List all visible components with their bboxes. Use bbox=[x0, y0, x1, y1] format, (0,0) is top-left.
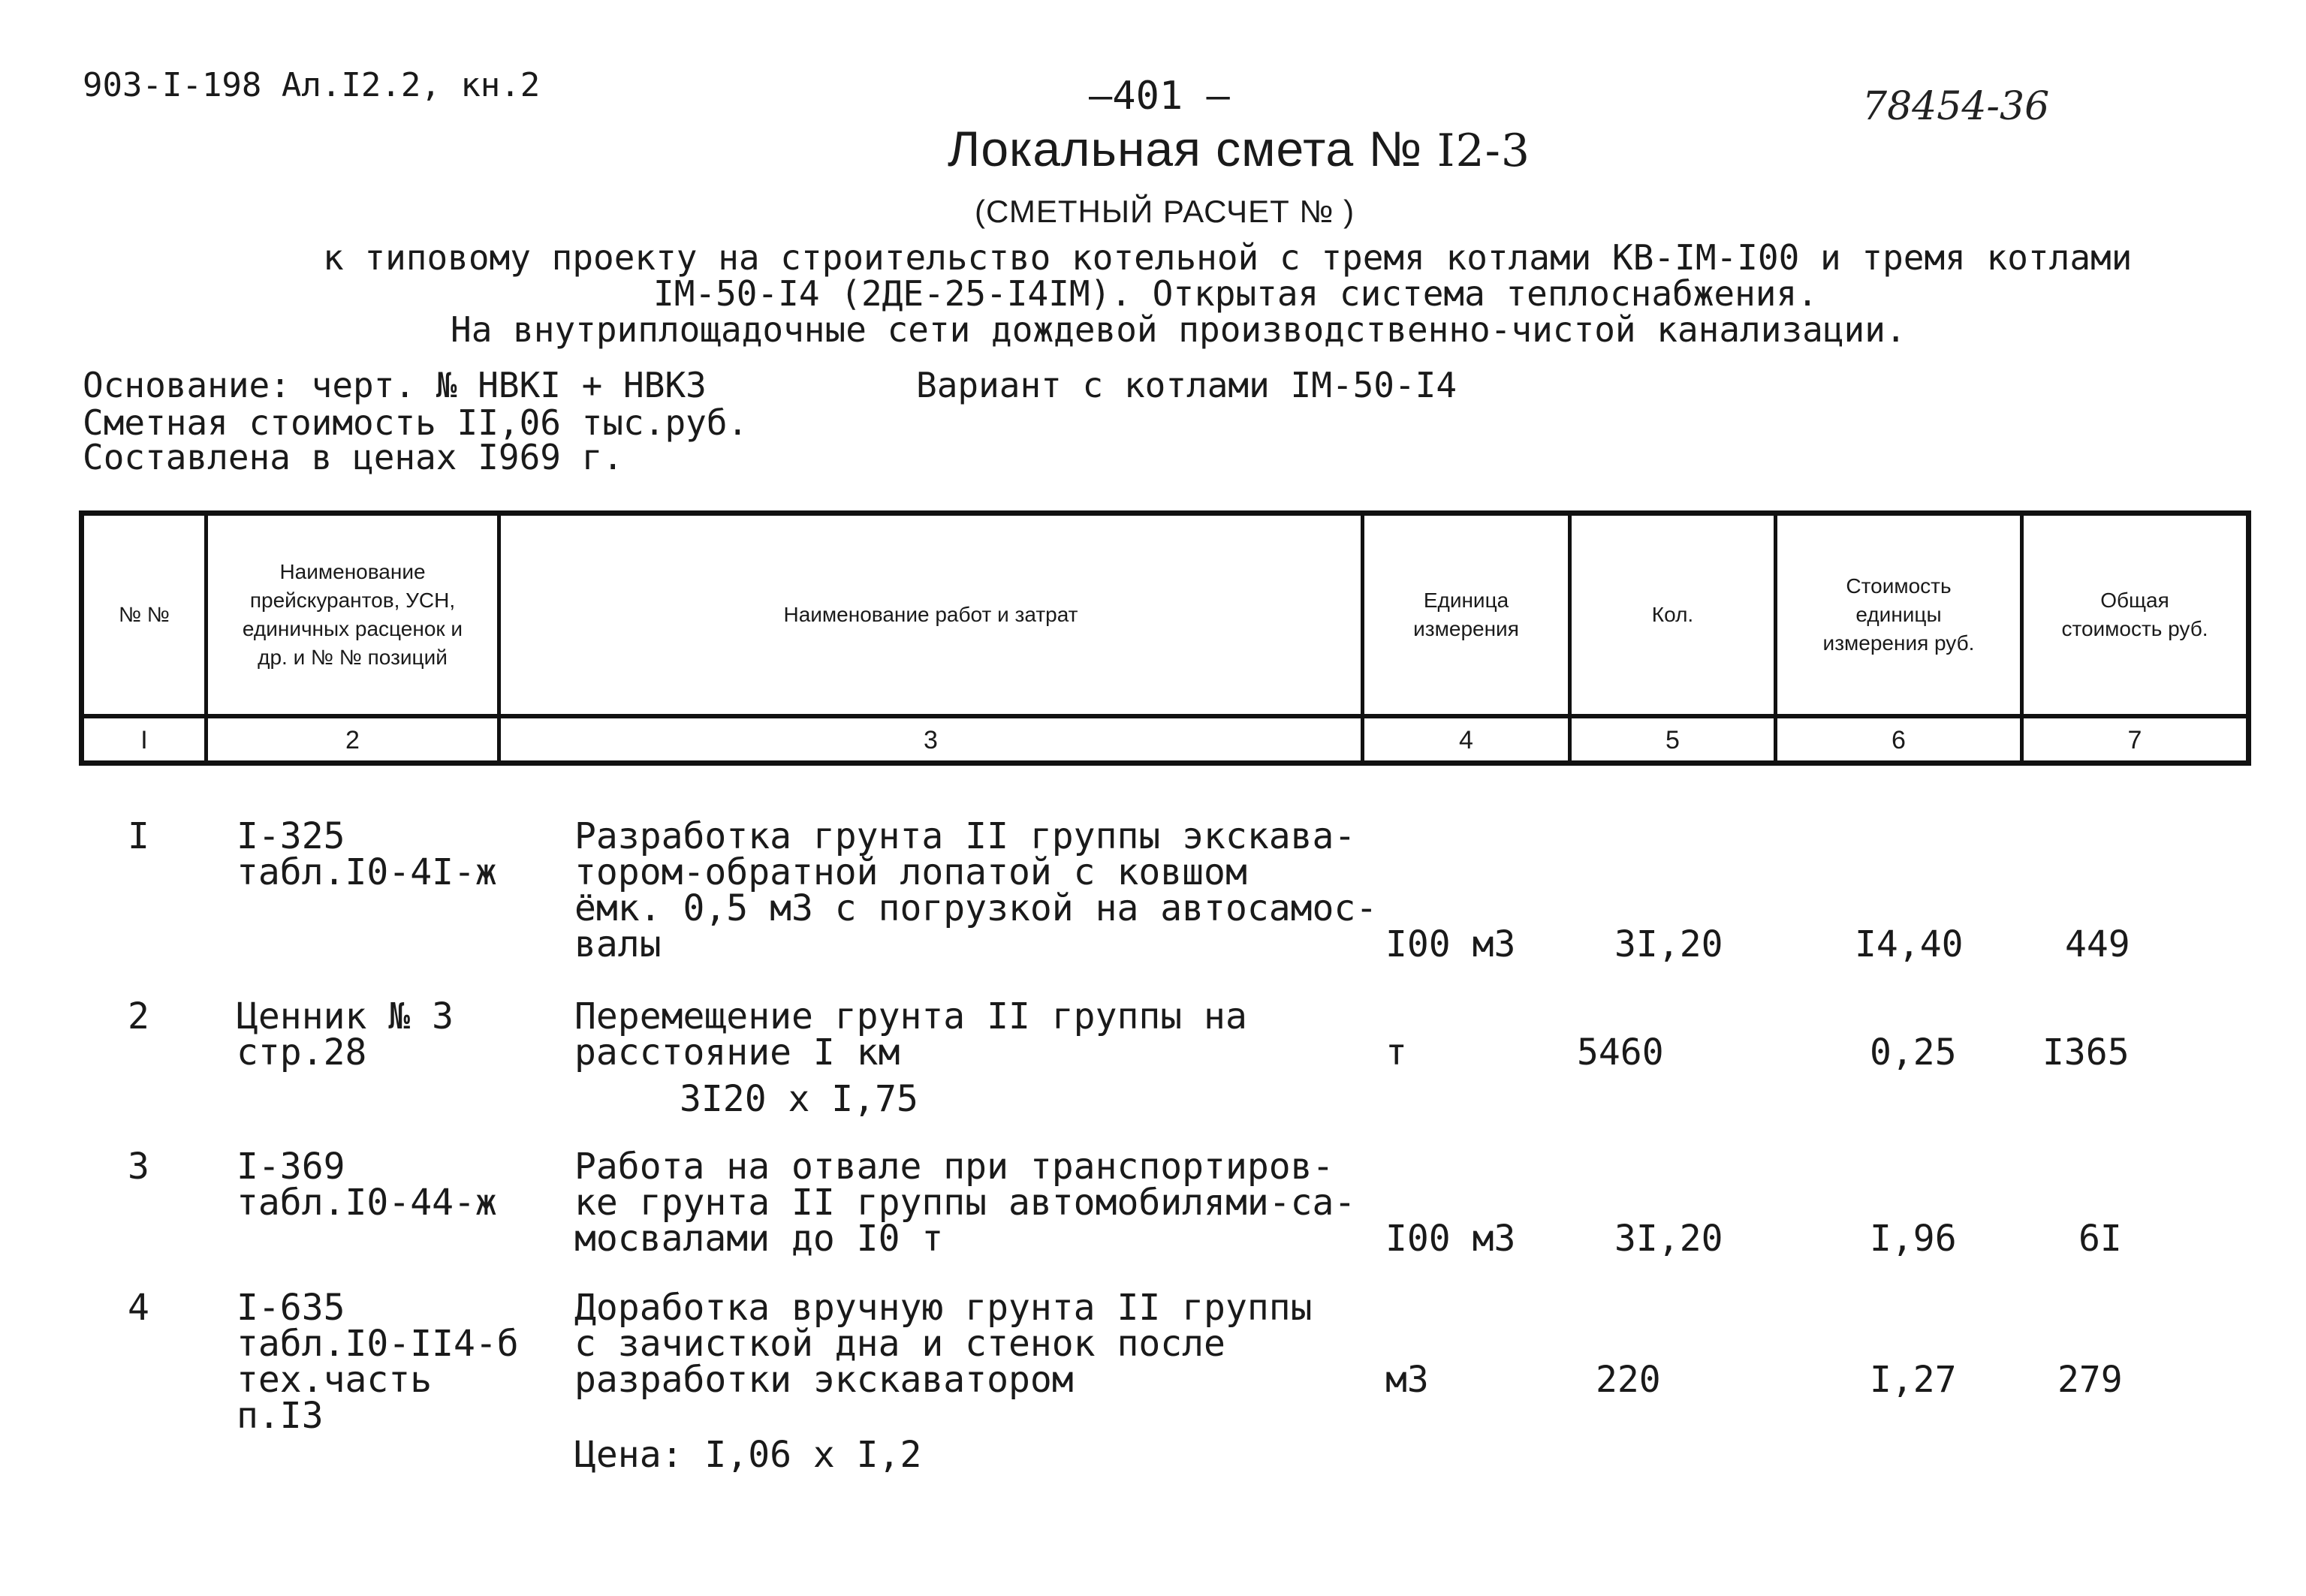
column-number-7: 7 bbox=[2127, 725, 2142, 754]
row-reference: I-369 табл.I0-44-ж bbox=[237, 1146, 497, 1224]
subtitle: (СМЕТНЫЙ РАСЧЕТ № ) bbox=[975, 194, 1355, 229]
row-reference: I-325 табл.I0-4I-ж bbox=[237, 815, 497, 893]
row-total: 279 bbox=[2057, 1359, 2123, 1401]
row-unit: м3 bbox=[1385, 1359, 1429, 1401]
header-work: Наименование работ и затрат bbox=[783, 603, 1078, 627]
estimate-table-header bbox=[79, 510, 2251, 766]
header-unit-cost: Стоимость единицы измерения руб. bbox=[1822, 574, 1975, 655]
row-unit-cost: I4,40 bbox=[1855, 923, 1964, 965]
row-unit-cost: 0,25 bbox=[1870, 1031, 1957, 1074]
row-number: 3 bbox=[128, 1146, 149, 1188]
row-quantity: 220 bbox=[1596, 1359, 1661, 1401]
estimated-cost: Сметная стоимость II,06 тыс.руб. bbox=[83, 402, 749, 443]
row-note: 3I20 x I,75 bbox=[680, 1078, 918, 1120]
row-quantity: 3I,20 bbox=[1614, 1218, 1723, 1260]
row-quantity: 3I,20 bbox=[1614, 923, 1723, 965]
row-work-description: Доработка вручную грунта II группы с зачисткой дна и стенок после разработки экскаватором bbox=[574, 1287, 1313, 1401]
row-reference: Ценник № 3 стр.28 bbox=[237, 995, 454, 1074]
description-line-1: к типовому проекту на строительство котельной с тремя котлами КВ-IМ-I00 и тремя котлами bbox=[323, 237, 2133, 278]
row-quantity: 5460 bbox=[1577, 1031, 1664, 1074]
row-number: I bbox=[128, 815, 149, 857]
description-line-3: На внутриплощадочные сети дождевой производственно-чистой канализации. bbox=[451, 309, 1907, 350]
page-title bbox=[948, 120, 1530, 177]
column-number-5: 5 bbox=[1665, 725, 1680, 754]
header-quantity: Кол. bbox=[1651, 603, 1694, 627]
row-total: I365 bbox=[2042, 1031, 2130, 1074]
basis: Основание: черт. № НВКI + НВК3 bbox=[83, 365, 707, 405]
header-unit: Единица измерения bbox=[1413, 589, 1519, 640]
header-num: № № bbox=[119, 603, 170, 627]
column-number-2: 2 bbox=[345, 725, 360, 754]
row-work-description: Перемещение грунта II группы на расстояние I км bbox=[574, 995, 1247, 1074]
row-number: 2 bbox=[128, 995, 149, 1037]
row-number: 4 bbox=[128, 1287, 149, 1329]
column-number-1: I bbox=[140, 725, 148, 754]
row-unit: I00 м3 bbox=[1385, 1218, 1516, 1260]
description-line-2: IМ-50-I4 (2ДЕ-25-I4IМ). Открытая система теплоснабжения. bbox=[653, 273, 1818, 314]
handwritten-note: 78454-36 bbox=[1862, 84, 2050, 129]
row-unit: I00 м3 bbox=[1385, 923, 1516, 965]
column-number-4: 4 bbox=[1459, 725, 1473, 754]
prices-year: Составлена в ценах I969 г. bbox=[83, 437, 624, 477]
variant: Вариант с котлами IМ-50-I4 bbox=[916, 365, 1457, 405]
row-total: 449 bbox=[2065, 923, 2130, 965]
row-note: Цена: I,06 x I,2 bbox=[574, 1434, 922, 1476]
row-unit: т bbox=[1385, 1031, 1407, 1074]
title-number: I2-3 bbox=[1436, 125, 1531, 177]
column-number-3: 3 bbox=[924, 725, 938, 754]
document-code: 903-I-198 Ал.I2.2, кн.2 bbox=[83, 66, 541, 104]
row-unit-cost: I,27 bbox=[1870, 1359, 1957, 1401]
header-total: Общая стоимость руб. bbox=[2061, 589, 2208, 640]
header-reference: Наименование прейскурантов, УСН, единичных расценок и др. и № № позиций bbox=[242, 560, 463, 669]
row-reference: I-635 табл.I0-II4-б тех.часть п.I3 bbox=[237, 1287, 519, 1437]
column-number-6: 6 bbox=[1892, 725, 1906, 754]
title-prefix: Локальная смета № bbox=[948, 121, 1423, 176]
row-unit-cost: I,96 bbox=[1870, 1218, 1957, 1260]
page-number: —401 — bbox=[1089, 74, 1230, 119]
row-total: 6I bbox=[2078, 1218, 2122, 1260]
row-work-description: Работа на отвале при транспортиров- ке грунта II группы автомобилями-са- мосвалами до I0 т bbox=[574, 1146, 1356, 1260]
row-work-description: Разработка грунта II группы экскава- тором-обратной лопатой с ковшом ёмк. 0,5 м3 с погрузкой на автосамос- валы bbox=[574, 815, 1378, 965]
